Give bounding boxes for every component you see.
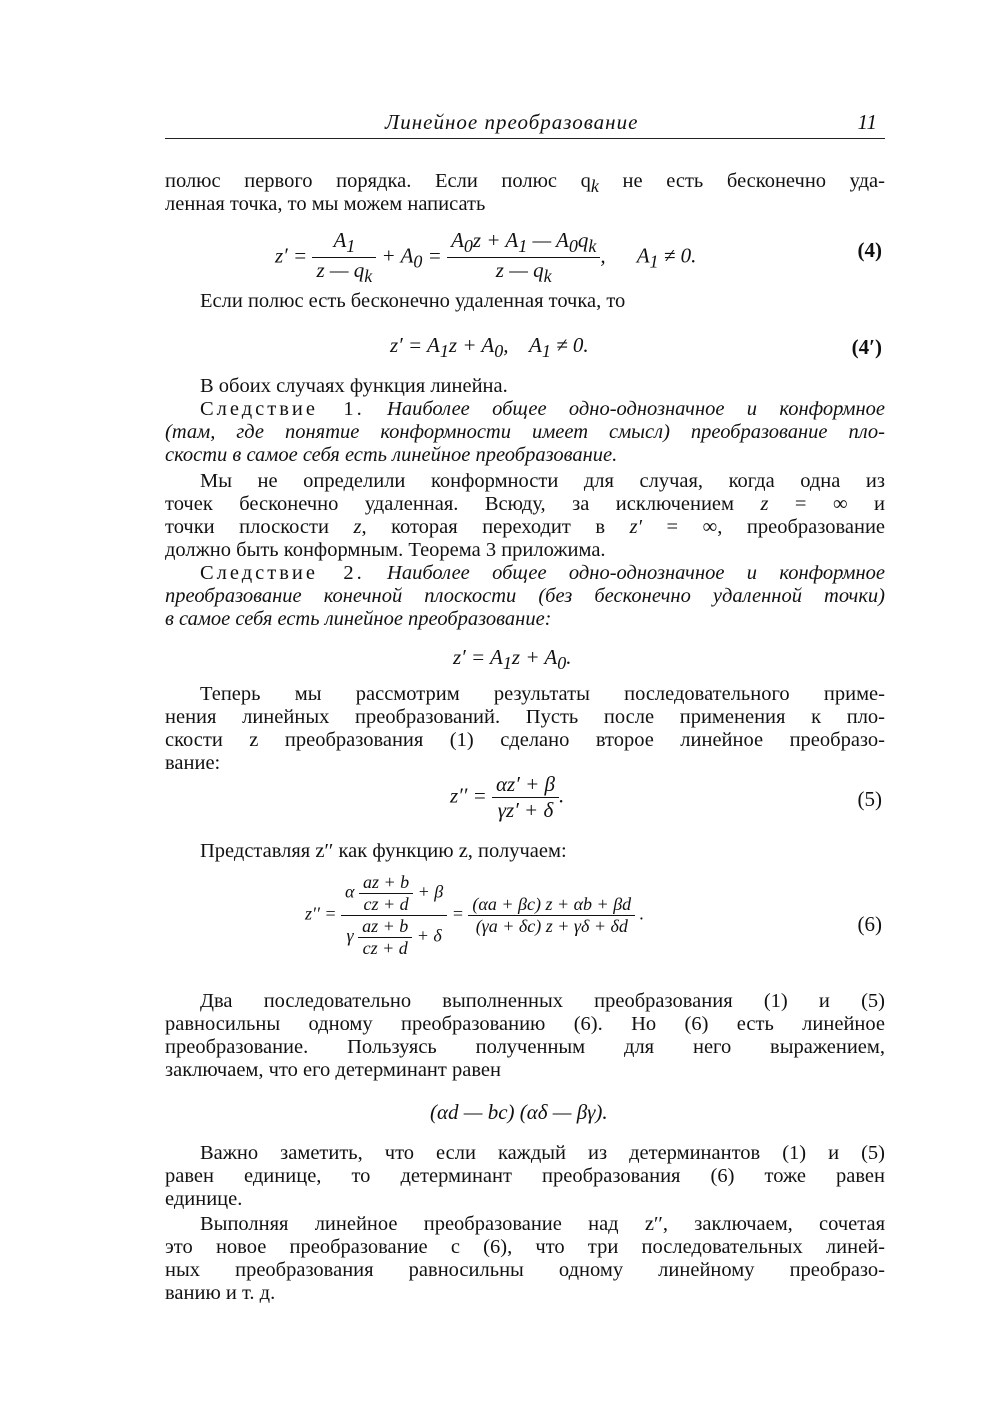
paragraph-line: преобразование. Пользуясь полученным для него выражением, <box>165 1036 885 1058</box>
equation-number: (5) <box>857 787 882 811</box>
equation-5: z′′ = $\frac{\alpha z' + \beta}{\gamma z' + \delta}$ . <box>450 772 565 822</box>
equation-number: (4′) <box>851 335 882 359</box>
equation-number: (6) <box>857 912 882 936</box>
paragraph-line: равносильны одному преобразованию (6). Но (6) есть линейное <box>165 1013 885 1035</box>
page-number: 11 <box>857 110 877 134</box>
paragraph-line: это новое преобразование с (6), что три последовательных линей- <box>165 1236 885 1258</box>
running-header <box>165 108 885 139</box>
paragraph-line: Два последовательно выполненных преобразования (1) и (5) <box>200 990 885 1012</box>
paragraph-line: скости z преобразования (1) сделано второе линейное преобразо- <box>165 729 885 751</box>
paragraph-line: Если полюс есть бесконечно удаленная точка, то <box>200 290 626 312</box>
paragraph-line: ванию и т. д. <box>165 1282 276 1304</box>
paragraph-line: вание: <box>165 752 221 774</box>
paragraph-line: Мы не определили конформности для случая, когда одна из <box>200 470 885 492</box>
paragraph-line: Представляя z′′ как функцию z, получаем: <box>200 840 567 862</box>
corollary-2-line: в самое себя есть линейное преобразование: <box>165 608 552 630</box>
paragraph-line: Теперь мы рассмотрим результаты последовательного приме- <box>200 683 885 705</box>
paragraph-line: равен единице, то детерминант преобразования (6) тоже равен <box>165 1165 885 1187</box>
equation-4: z′ = $\frac{A_1}{z — q_k}$ + $A_0$ = $\frac{A_0z + A_1 — A_0q_k}{z — q_k}$ , $A_1 \ne 0$. <box>275 228 697 287</box>
paragraph-line: точек бесконечно удаленная. Всюду, за исключением z = ∞ и <box>165 493 885 515</box>
corollary-1-line: скости в самое себя есть линейное преобразование. <box>165 444 618 466</box>
equation-number: (4) <box>857 238 882 262</box>
equation-6: z′′ = α $\frac{az + b}{cz + d}$ + β γ $\frac{az + b}{cz + d}$ + δ = $\frac{(\alpha a + \beta c) z + \alpha b + \beta d}{(\gamma a + \delta c) z + \gamma\delta + \delta d}$ . <box>305 872 645 958</box>
equation-4-prime: $z' = A_1z + A_0$, $A_1 \ne 0$. <box>390 333 589 362</box>
corollary-2-line: преобразование конечной плоскости (без бесконечно удаленной точки) <box>165 585 885 607</box>
running-title: Линейное преобразование <box>385 110 639 134</box>
equation-entire: $z' = A_1z + A_0$. <box>453 645 572 674</box>
paragraph-line: В обоих случаях функция линейна. <box>200 375 508 397</box>
paragraph-line: Важно заметить, что если каждый из детерминантов (1) и (5) <box>200 1142 885 1164</box>
paragraph-line: ленная точка, то мы можем написать <box>165 193 486 215</box>
paragraph-line: нения линейных преобразований. Пусть после применения к пло- <box>165 706 885 728</box>
paragraph-line: точки плоскости z, которая переходит в z′ = ∞, преобразование <box>165 516 886 538</box>
paragraph-line: заключаем, что его детерминант равен <box>165 1059 501 1081</box>
corollary-1-line: Следствие 1. Наиболее общее одно-однозначное и конформное <box>200 398 885 420</box>
paragraph-line: должно быть конформным. Теорема 3 приложима. <box>165 539 606 561</box>
determinant-expression: (αd — bc) (αδ — βγ). <box>430 1100 608 1124</box>
paragraph-line: полюс первого порядка. Если полюс $q_k$ не есть бесконечно уда- <box>165 170 885 197</box>
paragraph-line: ных преобразования равносильны одному линейному преобразо- <box>165 1259 885 1281</box>
paragraph-line: единице. <box>165 1188 243 1210</box>
corollary-2-line: Следствие 2. Наиболее общее одно-однозначное и конформное <box>200 562 885 584</box>
corollary-1-line: (там, где понятие конформности имеет смысл) преобразование пло- <box>165 421 885 443</box>
paragraph-line: Выполняя линейное преобразование над z′′, заключаем, сочетая <box>200 1213 885 1235</box>
